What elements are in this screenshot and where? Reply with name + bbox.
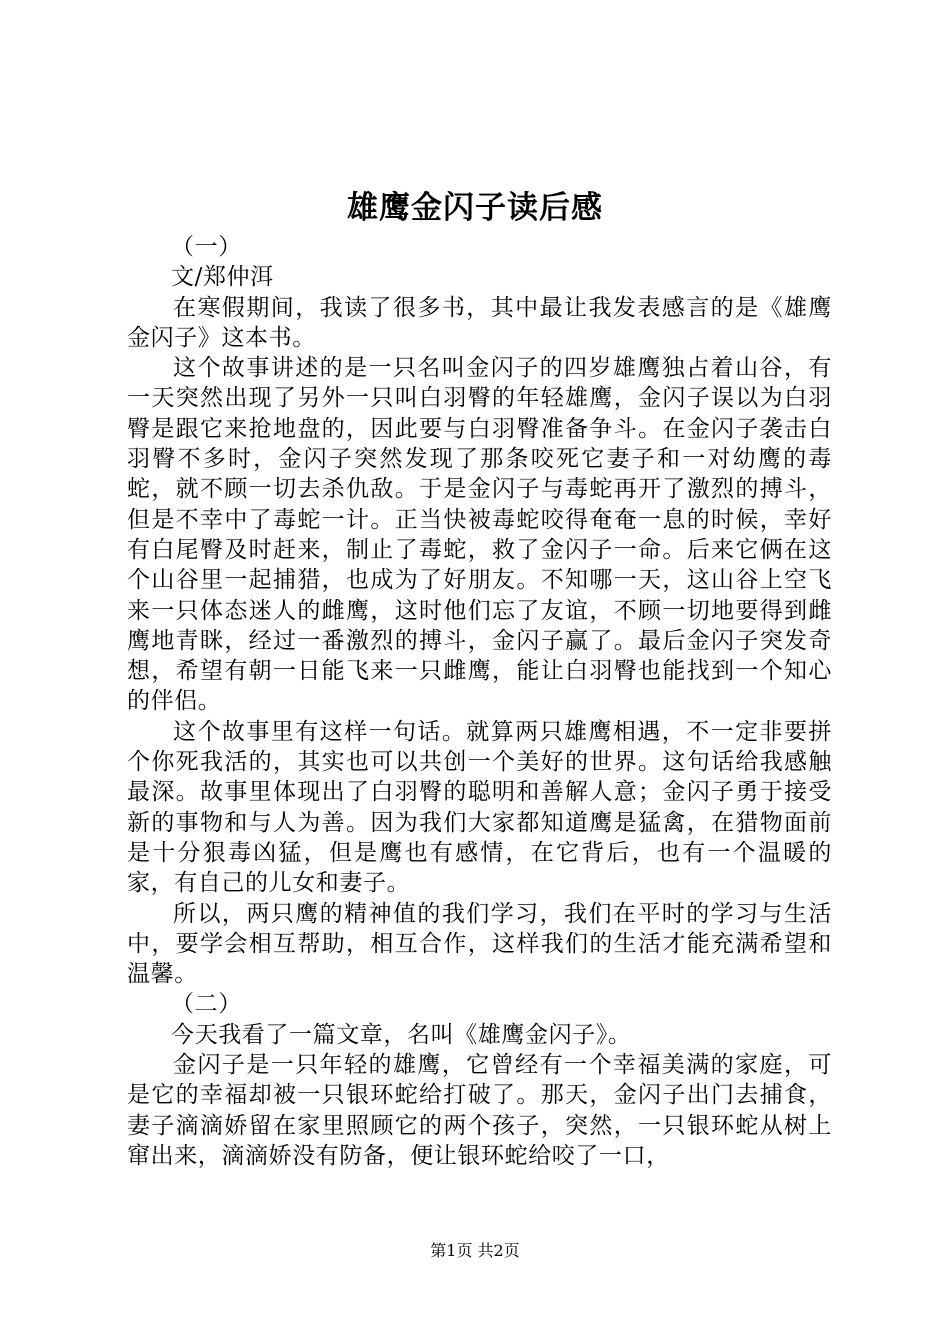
section-marker: （一） [171,234,242,260]
page-title: 雄鹰金闪子读后感 [347,190,603,226]
paragraph: 今天我看了一篇文章，名叫《雄鹰金闪子》。 [171,1021,632,1048]
page-footer: 第1页 共2页 [430,1241,520,1260]
paragraph: 这个故事里有这样一句话。就算两只雄鹰相遇，不一定非要拼个你死我活的，其实也可以共创一个美好的世界。这句话给我感触最深。故事里体现出了白羽臀的聪明和善解人意；金闪子勇于接受新的事物和与人为善。因为我们大家都知道鹰是猛禽，在猎物面前是十分狠毒凶猛，但是鹰也有感情，在它背后，也有一个温暖的家，有自己的儿女和妻子。 [127,718,832,897]
author-line: 文/郑仲洱 [171,264,274,291]
paragraph: 金闪子是一只年轻的雄鹰，它曾经有一个幸福美满的家庭，可是它的幸福却被一只银环蛇给打破了。那天，金闪子出门去捕食，妻子滴滴娇留在家里照顾它的两个孩子，突然，一只银环蛇从树上窜出来，滴滴娇没有防备，便让银环蛇给咬了一口， [127,1052,832,1169]
article-body [127,232,832,1171]
paragraph: 在寒假期间，我读了很多书，其中最让我发表感言的是《雄鹰金闪子》这本书。 [127,294,832,351]
paragraph: 所以，两只鹰的精神值的我们学习，我们在平时的学习与生活中，要学会相互帮助，相互合作，这样我们的生活才能充满希望和温馨。 [127,900,832,988]
section-marker: （二） [171,991,242,1018]
paragraph: 这个故事讲述的是一只名叫金闪子的四岁雄鹰独占着山谷，有一天突然出现了另外一只叫白羽臀的年轻雄鹰，金闪子误以为白羽臀是跟它来抢地盘的，因此要与白羽臀准备争斗。在金闪子袭击白羽臀不多时，金闪子突然发现了那条咬死它妻子和一对幼鹰的毒蛇，就不顾一切去杀仇敌。于是金闪子与毒蛇再开了激烈的搏斗，但是不幸中了毒蛇一计。正当快被毒蛇咬得奄奄一息的时候，幸好有白尾臀及时赶来，制止了毒蛇，救了金闪子一命。后来它俩在这个山谷里一起捕猎，也成为了好朋友。不知哪一天，这山谷上空飞来一只体态迷人的雌鹰，这时他们忘了友谊，不顾一切地要得到雌鹰地青眯，经过一番激烈的搏斗，金闪子赢了。最后金闪子突发奇想，希望有朝一日能飞来一只雌鹰，能让白羽臀也能找到一个知心的伴侣。 [127,355,832,715]
